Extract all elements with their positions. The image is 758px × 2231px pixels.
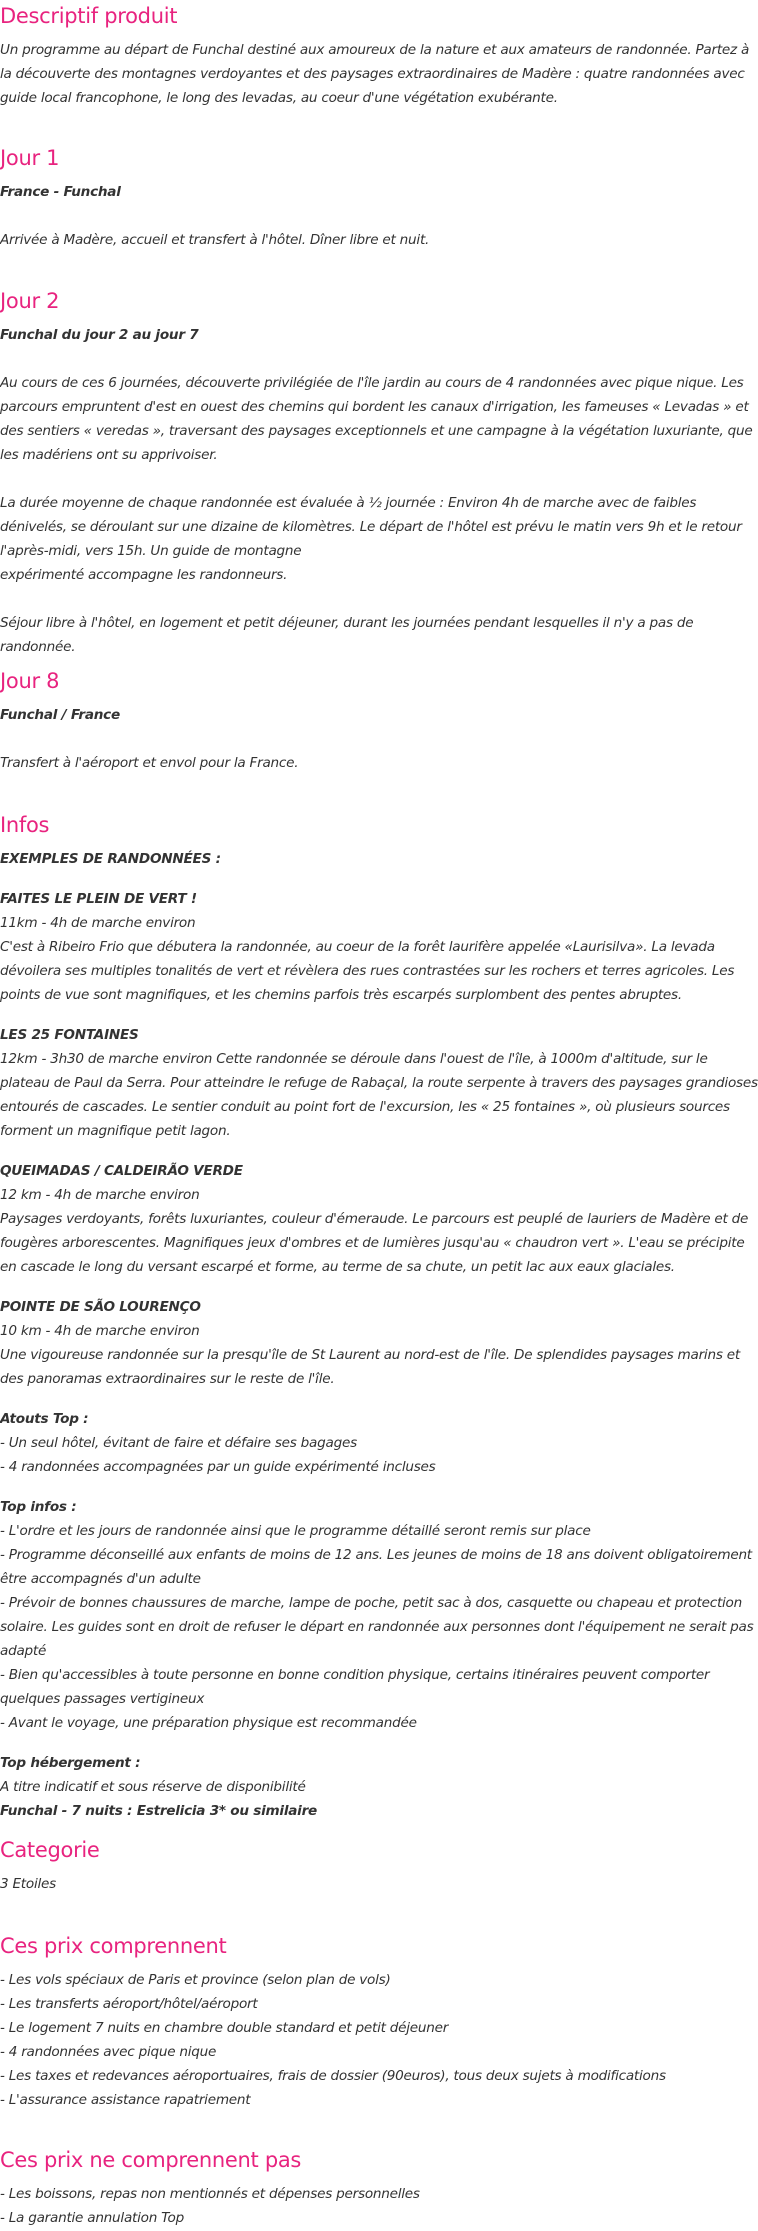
rando-desc: C'est à Ribeiro Frio que débutera la randonnée, au coeur de la forêt laurifère appelée «Laurisilva». La levada dévoilera ses multiples tonalités de vert et révèlera des rues contrastées sur les rochers et terres agricoles. Les points de vue sont magnifiques, et les chemins parfois très escarpés surplombent des pentes abruptes. — [0, 939, 735, 1003]
rando-meta: 10 km - 4h de marche environ — [0, 1323, 200, 1339]
rando-desc: Une vigoureuse randonnée sur la presqu'île de St Laurent au nord-est de l'île. De splendides paysages marins et des panoramas extraordinaires sur le reste de l'île. — [0, 1347, 740, 1387]
list-item: - 4 randonnées accompagnées par un guide expérimenté incluses — [0, 1459, 436, 1475]
rando-name: QUEIMADAS / CALDEIRÃO VERDE — [0, 1163, 243, 1179]
section-title: Jour 8 — [0, 669, 60, 693]
rando-item — [0, 887, 758, 1007]
day-text: Transfert à l'aéroport et envol pour la France. — [0, 755, 299, 771]
list-item: - La garantie annulation Top — [0, 2210, 184, 2226]
hebergement-block — [0, 1751, 758, 1823]
rando-meta: 11km - 4h de marche environ — [0, 915, 196, 931]
list-item: - Bien qu'accessibles à toute personne en bonne condition physique, certains itinéraires peuvent comporter quelques passages vertigineux — [0, 1667, 710, 1707]
section-title: Ces prix comprennent — [0, 1934, 227, 1958]
rando-meta: 12 km - 4h de marche environ — [0, 1187, 200, 1203]
rando-desc: Paysages verdoyants, forêts luxuriantes, couleur d'émeraude. Le parcours est peuplé de lauriers de Madère et de fougères arborescentes. Magnifiques jeux d'ombres et de lumières jusqu'au « chaudron vert ». L'eau se précipite en cascade le long du versant escarpé et forme, au terme de sa chute, un petit lac aux eaux glaciales. — [0, 1211, 749, 1275]
day-text: expérimenté accompagne les randonneurs. — [0, 567, 288, 583]
day-subtitle: France - Funchal — [0, 184, 121, 200]
section-descriptif — [0, 0, 758, 110]
section-title: Jour 2 — [0, 289, 60, 313]
rando-name: POINTE DE SÃO LOURENÇO — [0, 1299, 201, 1315]
section-categorie — [0, 1834, 758, 1896]
top-infos-block — [0, 1495, 758, 1735]
section-prix-comprennent — [0, 1930, 758, 2112]
list-item: - Les transferts aéroport/hôtel/aéroport — [0, 1996, 258, 2012]
rando-name: FAITES LE PLEIN DE VERT ! — [0, 891, 197, 907]
rando-item — [0, 1159, 758, 1279]
exclusions-list — [0, 2182, 758, 2230]
list-item: - Les taxes et redevances aéroportuaires, frais de dossier (90euros), tous deux sujets à modifications — [0, 2068, 666, 2084]
list-item: - Les boissons, repas non mentionnés et dépenses personnelles — [0, 2186, 420, 2202]
section-jour-8 — [0, 665, 758, 775]
list-item: - L'assurance assistance rapatriement — [0, 2092, 251, 2108]
top-infos-heading: Top infos : — [0, 1499, 77, 1515]
section-prix-ne-comprennent-pas — [0, 2144, 758, 2230]
section-title: Infos — [0, 813, 50, 837]
section-jour-2 — [0, 285, 758, 659]
section-infos — [0, 809, 758, 1823]
hebergement-note: A titre indicatif et sous réserve de disponibilité — [0, 1779, 306, 1795]
list-item: - Un seul hôtel, évitant de faire et défaire ses bagages — [0, 1435, 357, 1451]
examples-heading: EXEMPLES DE RANDONNÉES : — [0, 851, 221, 867]
day-text: Arrivée à Madère, accueil et transfert à l'hôtel. Dîner libre et nuit. — [0, 232, 430, 248]
categorie-text: 3 Etoiles — [0, 1876, 56, 1892]
rando-item — [0, 1023, 758, 1143]
day-text: La durée moyenne de chaque randonnée est évaluée à ½ journée : Environ 4h de marche avec de faibles dénivelés, se déroulant sur une dizaine de kilomètres. Le départ de l'hôtel est prévu le matin vers 9h et le retour l'après-midi, vers 15h. Un guide de montagne — [0, 495, 742, 559]
section-jour-1 — [0, 142, 758, 252]
section-title: Descriptif produit — [0, 4, 178, 28]
list-item: - Programme déconseillé aux enfants de moins de 12 ans. Les jeunes de moins de 18 ans doivent obligatoirement être accompagnés d'un adulte — [0, 1547, 752, 1587]
day-text: Séjour libre à l'hôtel, en logement et petit déjeuner, durant les journées pendant lesquelles il n'y a pas de randonnée. — [0, 615, 694, 655]
day-subtitle: Funchal / France — [0, 707, 120, 723]
list-item: - 4 randonnées avec pique nique — [0, 2044, 217, 2060]
list-item: - L'ordre et les jours de randonnée ainsi que le programme détaillé seront remis sur place — [0, 1523, 591, 1539]
atouts-block — [0, 1407, 758, 1479]
section-title: Categorie — [0, 1838, 100, 1862]
list-item: - Le logement 7 nuits en chambre double standard et petit déjeuner — [0, 2020, 449, 2036]
list-item: - Avant le voyage, une préparation physique est recommandée — [0, 1715, 417, 1731]
day-subtitle: Funchal du jour 2 au jour 7 — [0, 327, 199, 343]
atouts-heading: Atouts Top : — [0, 1411, 89, 1427]
rando-name: LES 25 FONTAINES — [0, 1027, 139, 1043]
day-text: Au cours de ces 6 journées, découverte privilégiée de l'île jardin au cours de 4 randonnées avec pique nique. Les parcours empruntent d'est en ouest des chemins qui bordent les canaux d'irrigation, les fameuses « Levadas » et des sentiers « veredas », traversant des paysages exceptionnels et une campagne à la végétation luxuriante, que les madériens ont su apprivoiser. — [0, 375, 753, 463]
section-title: Ces prix ne comprennent pas — [0, 2148, 302, 2172]
rando-item — [0, 1295, 758, 1391]
section-title: Jour 1 — [0, 146, 60, 170]
hebergement-hotel: Funchal - 7 nuits : Estrelicia 3* ou similaire — [0, 1803, 317, 1819]
inclusions-list — [0, 1968, 758, 2112]
descriptif-text: Un programme au départ de Funchal destiné aux amoureux de la nature et aux amateurs de randonnée. Partez à la découverte des montagnes verdoyantes et des paysages extraordinaires de Madère : quatre randonnées avec guide local francophone, le long des levadas, au coeur d'une végétation exubérante. — [0, 42, 750, 106]
list-item: - Les vols spéciaux de Paris et province (selon plan de vols) — [0, 1972, 391, 1988]
list-item: - Prévoir de bonnes chaussures de marche, lampe de poche, petit sac à dos, casquette ou chapeau et protection solaire. Les guides sont en droit de refuser le départ en randonnée aux personnes dont l'équipement ne serait pas adapté — [0, 1595, 754, 1659]
rando-desc: 12km - 3h30 de marche environ Cette randonnée se déroule dans l'ouest de l'île, à 1000m d'altitude, sur le plateau de Paul da Serra. Pour atteindre le refuge de Rabaçal, la route serpente à travers des paysages grandioses entourés de cascades. Le sentier conduit au point fort de l'excursion, les « 25 fontaines », où plusieurs sources forment un magnifique petit lagon. — [0, 1051, 758, 1139]
hebergement-heading: Top hébergement : — [0, 1755, 141, 1771]
